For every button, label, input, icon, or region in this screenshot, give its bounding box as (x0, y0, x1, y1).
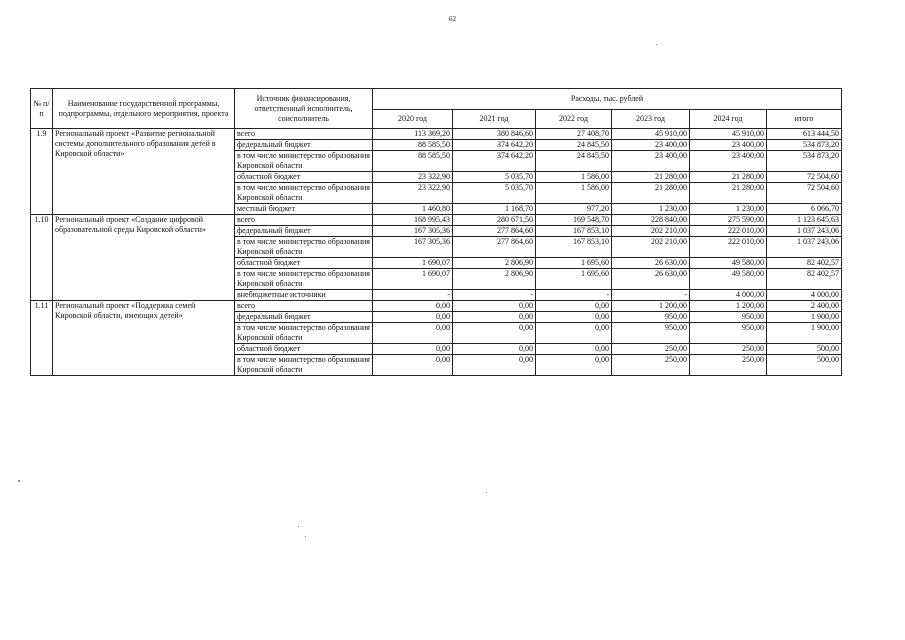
project-name: Региональный проект «Создание цифровой образовательной среды Кировской области» (53, 215, 235, 301)
total-cell: 82 402,57 (767, 269, 842, 290)
amount-cell: 250,00 (690, 355, 767, 376)
amount-cell: 88 585,50 (373, 140, 453, 151)
header-year: 2022 год (536, 110, 612, 129)
header-source: Источник финансирования, ответственный исполнитель, соисполнитель (235, 89, 373, 129)
amount-cell: 1 168,70 (453, 204, 536, 215)
total-cell: 1 900,00 (767, 312, 842, 323)
amount-cell: 1 690,07 (373, 258, 453, 269)
total-cell: 1 123 645,63 (767, 215, 842, 226)
amount-cell: 950,00 (612, 323, 690, 344)
amount-cell: 49 580,00 (690, 258, 767, 269)
total-cell: 72 504,60 (767, 183, 842, 204)
amount-cell: 0,00 (453, 323, 536, 344)
funding-source: в том числе министерство образования Кировской области (235, 355, 373, 376)
funding-source: в том числе министерство образования Кировской области (235, 269, 373, 290)
total-cell: 6 066,70 (767, 204, 842, 215)
amount-cell: 45 910,00 (690, 129, 767, 140)
project-number: 1.11 (31, 301, 53, 376)
amount-cell: 0,00 (373, 355, 453, 376)
funding-source: в том числе министерство образования Кировской области (235, 183, 373, 204)
amount-cell: 45 910,00 (612, 129, 690, 140)
amount-cell: 168 995,43 (373, 215, 453, 226)
scan-speck (656, 44, 657, 45)
funding-source: всего (235, 301, 373, 312)
amount-cell: 275 590,00 (690, 215, 767, 226)
total-cell: 72 504,60 (767, 172, 842, 183)
amount-cell: 21 280,00 (690, 183, 767, 204)
amount-cell: 0,00 (453, 312, 536, 323)
amount-cell: 0,00 (453, 344, 536, 355)
amount-cell: 21 280,00 (612, 172, 690, 183)
header-year: 2021 год (453, 110, 536, 129)
amount-cell: 49 580,00 (690, 269, 767, 290)
amount-cell: 1 200,00 (612, 301, 690, 312)
amount-cell: 167 305,36 (373, 237, 453, 258)
amount-cell: 950,00 (690, 312, 767, 323)
funding-source: в том числе министерство образования Кировской области (235, 323, 373, 344)
amount-cell: 24 845,50 (536, 151, 612, 172)
amount-cell: 0,00 (536, 323, 612, 344)
table-row (31, 215, 842, 226)
amount-cell: 222 010,00 (690, 237, 767, 258)
project-name: Региональный проект «Развитие региональной системы дополнительного образования детей в Кировской области» (53, 129, 235, 215)
amount-cell: 0,00 (536, 312, 612, 323)
amount-cell: 5 035,70 (453, 183, 536, 204)
amount-cell: 0,00 (453, 355, 536, 376)
amount-cell: 23 322,90 (373, 172, 453, 183)
amount-cell: 250,00 (612, 355, 690, 376)
page-number: 62 (449, 15, 456, 23)
funding-source: местный бюджет (235, 204, 373, 215)
amount-cell: 0,00 (373, 323, 453, 344)
amount-cell: 202 210,00 (612, 237, 690, 258)
table-body (31, 129, 842, 376)
amount-cell: 113 369,20 (373, 129, 453, 140)
amount-cell: 0,00 (373, 301, 453, 312)
amount-cell: 27 408,70 (536, 129, 612, 140)
amount-cell: 26 630,00 (612, 269, 690, 290)
amount-cell: 374 642,20 (453, 151, 536, 172)
scan-speck (305, 536, 306, 537)
total-cell: 2 400,00 (767, 301, 842, 312)
funding-source: федеральный бюджет (235, 312, 373, 323)
project-number: 1.10 (31, 215, 53, 301)
total-cell: 613 444,50 (767, 129, 842, 140)
funding-source: областной бюджет (235, 258, 373, 269)
amount-cell: 0,00 (373, 344, 453, 355)
amount-cell: 23 322,90 (373, 183, 453, 204)
amount-cell: 250,00 (612, 344, 690, 355)
amount-cell: 1 695,60 (536, 269, 612, 290)
amount-cell: 202 210,00 (612, 226, 690, 237)
amount-cell: 277 864,60 (453, 226, 536, 237)
funding-source: внебюджетные источники (235, 290, 373, 301)
total-cell: 534 873,20 (767, 151, 842, 172)
funding-source: в том числе министерство образования Кировской области (235, 237, 373, 258)
amount-cell: 280 671,50 (453, 215, 536, 226)
amount-cell: 0,00 (373, 312, 453, 323)
total-cell: 1 037 243,06 (767, 226, 842, 237)
amount-cell: - (373, 290, 453, 301)
amount-cell: 228 840,00 (612, 215, 690, 226)
amount-cell: - (536, 290, 612, 301)
amount-cell: 169 548,70 (536, 215, 612, 226)
amount-cell: 977,20 (536, 204, 612, 215)
amount-cell: 5 035,70 (453, 172, 536, 183)
project-number: 1.9 (31, 129, 53, 215)
table-row (31, 301, 842, 312)
header-year: 2023 год (612, 110, 690, 129)
funding-source: в том числе министерство образования Кировской области (235, 151, 373, 172)
amount-cell: 277 864,60 (453, 237, 536, 258)
header-total: итого (767, 110, 842, 129)
amount-cell: 380 846,60 (453, 129, 536, 140)
funding-source: всего (235, 215, 373, 226)
amount-cell: 4 000,00 (690, 290, 767, 301)
amount-cell: 24 845,50 (536, 140, 612, 151)
header-expenses: Расходы, тыс. рублей (373, 89, 842, 110)
amount-cell: 1 230,00 (690, 204, 767, 215)
total-cell: 1 037 243,06 (767, 237, 842, 258)
funding-source: областной бюджет (235, 344, 373, 355)
amount-cell: - (612, 290, 690, 301)
amount-cell: 2 806,90 (453, 269, 536, 290)
amount-cell: 950,00 (690, 323, 767, 344)
amount-cell: 21 280,00 (690, 172, 767, 183)
amount-cell: 1 460,80 (373, 204, 453, 215)
amount-cell: 23 400,00 (612, 140, 690, 151)
amount-cell: 374 642,20 (453, 140, 536, 151)
amount-cell: 1 695,60 (536, 258, 612, 269)
amount-cell: 167 305,36 (373, 226, 453, 237)
header-year: 2020 год (373, 110, 453, 129)
total-cell: 82 402,57 (767, 258, 842, 269)
scan-speck (18, 480, 20, 482)
header-year: 2024 год (690, 110, 767, 129)
total-cell: 500,00 (767, 344, 842, 355)
table-row (31, 129, 842, 140)
amount-cell: 1 586,00 (536, 183, 612, 204)
header-num: № п/п (31, 89, 53, 129)
amount-cell: 88 585,50 (373, 151, 453, 172)
funding-source: федеральный бюджет (235, 140, 373, 151)
scan-speck (298, 526, 299, 527)
amount-cell: 1 690,07 (373, 269, 453, 290)
amount-cell: 23 400,00 (612, 151, 690, 172)
amount-cell: 167 853,10 (536, 226, 612, 237)
amount-cell: 250,00 (690, 344, 767, 355)
funding-source: федеральный бюджет (235, 226, 373, 237)
amount-cell: 222 010,00 (690, 226, 767, 237)
amount-cell: 167 853,10 (536, 237, 612, 258)
funding-source: всего (235, 129, 373, 140)
amount-cell: 0,00 (536, 355, 612, 376)
amount-cell: 0,00 (536, 344, 612, 355)
total-cell: 4 000,00 (767, 290, 842, 301)
amount-cell: 2 806,90 (453, 258, 536, 269)
amount-cell: 23 400,00 (690, 151, 767, 172)
amount-cell: - (453, 290, 536, 301)
amount-cell: 23 400,00 (690, 140, 767, 151)
scan-speck (486, 492, 487, 493)
amount-cell: 21 280,00 (612, 183, 690, 204)
amount-cell: 1 230,00 (612, 204, 690, 215)
project-name: Региональный проект «Поддержка семей Кировской области, имеющих детей» (53, 301, 235, 376)
amount-cell: 0,00 (453, 301, 536, 312)
amount-cell: 950,00 (612, 312, 690, 323)
total-cell: 500,00 (767, 355, 842, 376)
total-cell: 534 873,20 (767, 140, 842, 151)
funding-source: областной бюджет (235, 172, 373, 183)
budget-table (30, 88, 842, 376)
amount-cell: 26 630,00 (612, 258, 690, 269)
amount-cell: 0,00 (536, 301, 612, 312)
total-cell: 1 900,00 (767, 323, 842, 344)
header-name: Наименование государственной программы, подпрограммы, отдельного мероприятия, проекта (53, 89, 235, 129)
amount-cell: 1 586,00 (536, 172, 612, 183)
amount-cell: 1 200,00 (690, 301, 767, 312)
